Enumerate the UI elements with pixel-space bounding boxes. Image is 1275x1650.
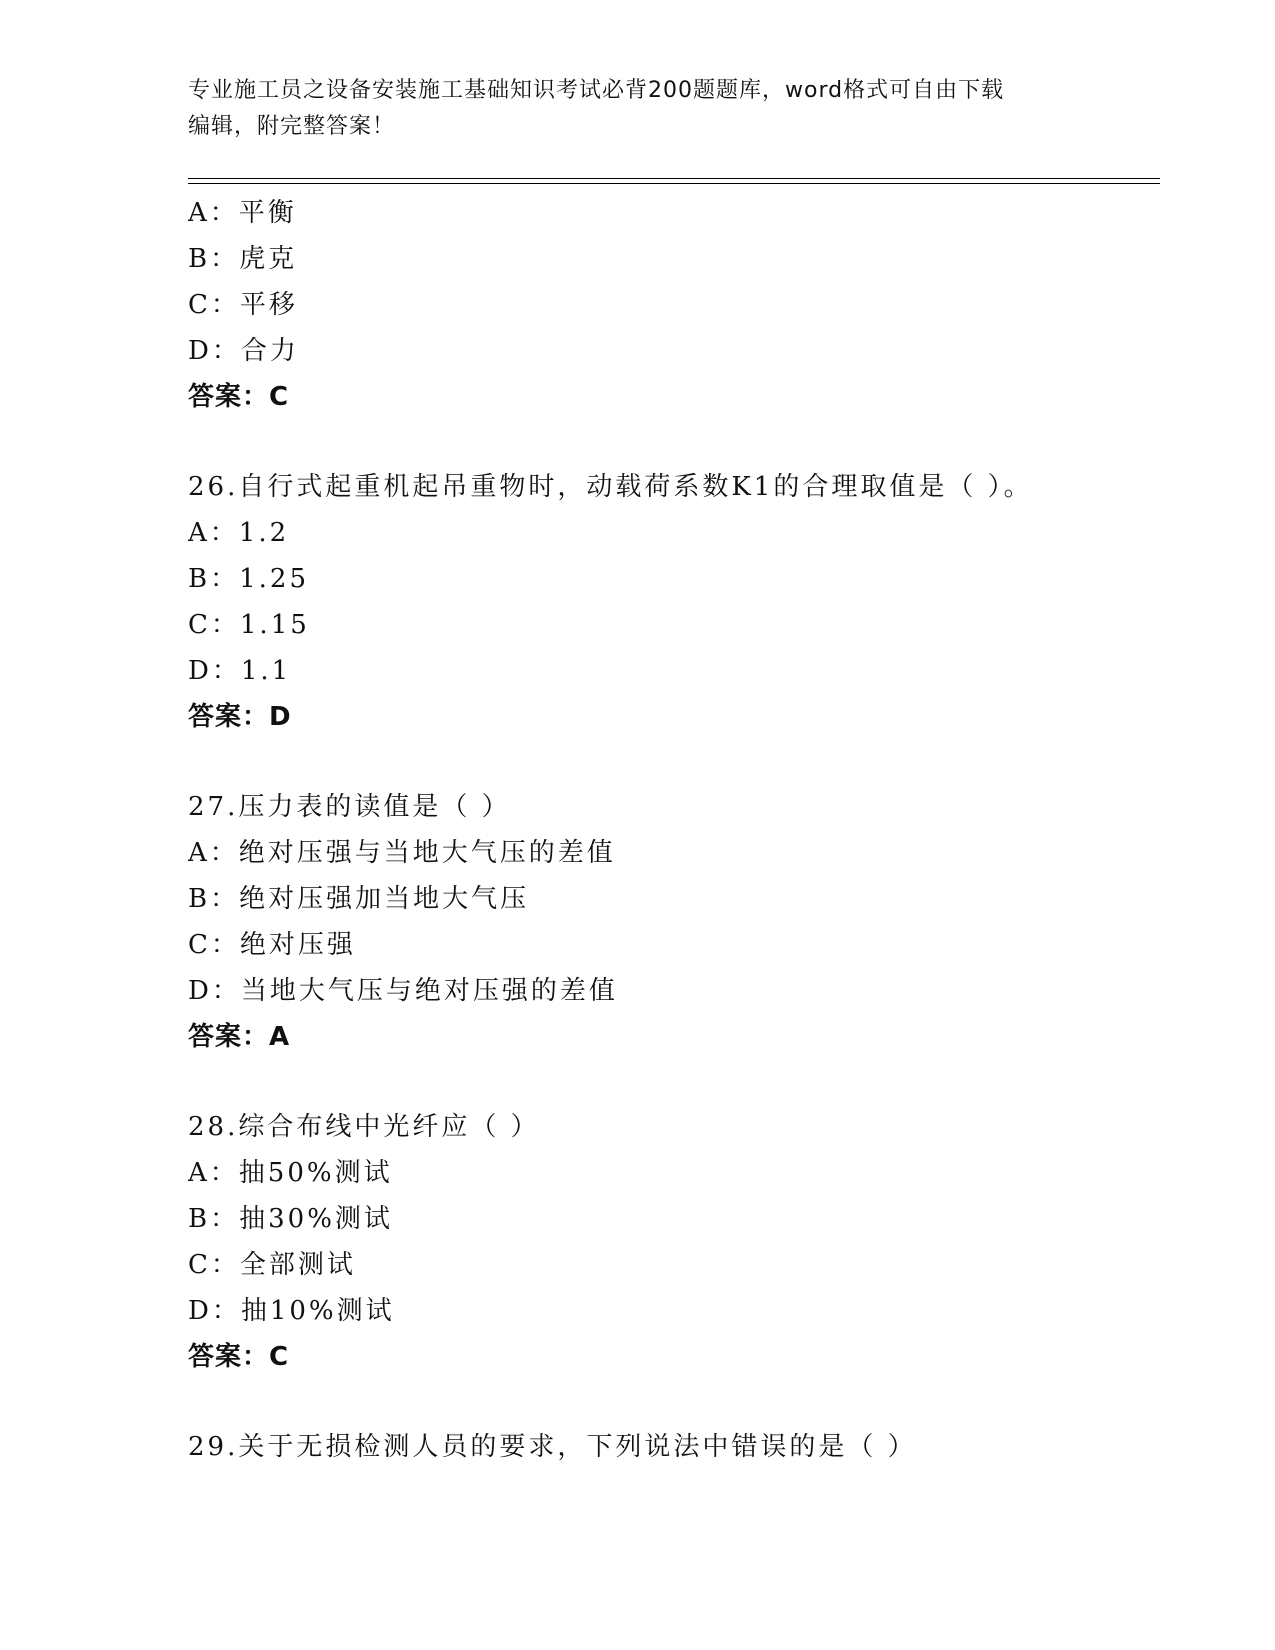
option-a: A：平衡 — [188, 198, 297, 228]
question-text: 27.压力表的读值是（ ） — [188, 792, 511, 822]
option-a: A：抽50%测试 — [188, 1158, 393, 1188]
option-d: D：抽10%测试 — [188, 1296, 395, 1326]
question-list — [188, 190, 1160, 1470]
option-b: B：绝对压强加当地大气压 — [188, 884, 530, 914]
block-spacer — [188, 740, 1160, 784]
option-c: C：全部测试 — [188, 1250, 356, 1280]
option-b: B：虎克 — [188, 244, 298, 274]
question-block-28 — [188, 1104, 1160, 1380]
option-b: B：抽30%测试 — [188, 1204, 393, 1234]
block-spacer — [188, 1380, 1160, 1424]
question-block-25 — [188, 190, 1160, 420]
block-spacer — [188, 1060, 1160, 1104]
header-divider-bottom — [188, 183, 1160, 184]
answer: 答案：C — [188, 1342, 290, 1372]
option-d: D：1.1 — [188, 656, 292, 686]
header-line-1: 专业施工员之设备安装施工基础知识考试必背200题题库，word格式可自由下载 — [188, 78, 1005, 103]
question-text: 26.自行式起重机起吊重物时，动载荷系数K1的合理取值是（ ）。 — [188, 472, 1033, 502]
option-b: B：1.25 — [188, 564, 309, 594]
question-block-29 — [188, 1424, 1160, 1470]
answer: 答案：C — [188, 382, 290, 412]
answer: 答案：A — [188, 1022, 291, 1052]
option-c: C：1.15 — [188, 610, 310, 640]
document-header — [188, 73, 1088, 145]
header-line-2: 编辑，附完整答案！ — [188, 114, 396, 139]
answer: 答案：D — [188, 702, 292, 732]
question-block-27 — [188, 784, 1160, 1060]
option-a: A：1.2 — [188, 518, 290, 548]
option-d: D：合力 — [188, 336, 299, 366]
question-block-26 — [188, 464, 1160, 740]
option-c: C：平移 — [188, 290, 298, 320]
option-a: A：绝对压强与当地大气压的差值 — [188, 838, 616, 868]
option-c: C：绝对压强 — [188, 930, 356, 960]
block-spacer — [188, 420, 1160, 464]
option-d: D：当地大气压与绝对压强的差值 — [188, 976, 618, 1006]
header-divider-top — [188, 178, 1160, 179]
question-text: 29.关于无损检测人员的要求，下列说法中错误的是（ ） — [188, 1432, 917, 1462]
question-text: 28.综合布线中光纤应（ ） — [188, 1112, 540, 1142]
